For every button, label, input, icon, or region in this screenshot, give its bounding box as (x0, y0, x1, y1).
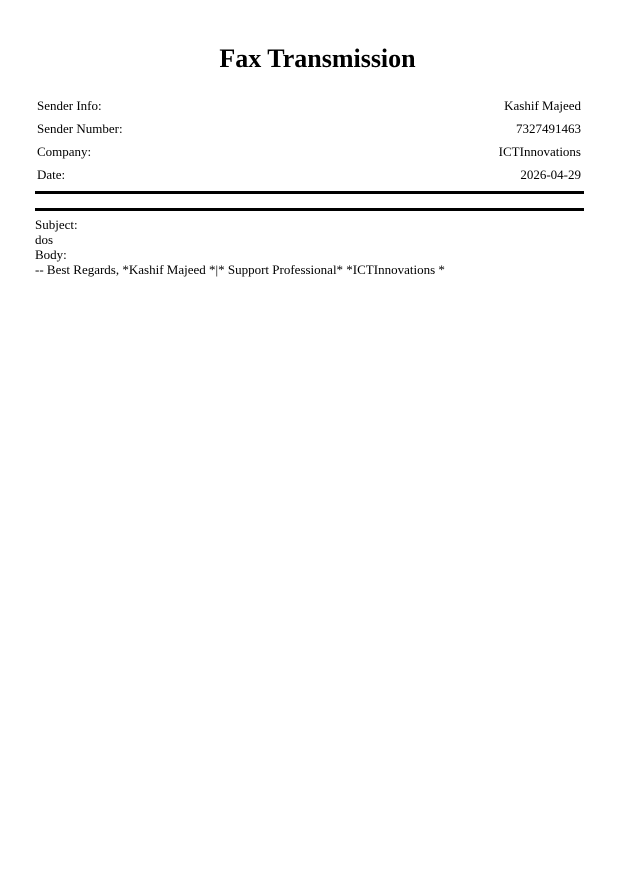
body-text: -- Best Regards, *Kashif Majeed *|* Support Professional* *ICTInnovations * (35, 262, 445, 277)
body-label: Body: (35, 247, 67, 262)
company-value: ICTInnovations (498, 144, 581, 159)
page-title: Fax Transmission (219, 44, 416, 73)
date-row (37, 163, 583, 186)
sender-number-label: Sender Number: (37, 121, 123, 136)
message-block (35, 217, 595, 277)
subject-value: dos (35, 232, 54, 247)
sender-number-value: 7327491463 (516, 121, 581, 136)
sender-info-table (37, 94, 583, 186)
sender-number-row (37, 117, 583, 140)
divider-bottom (35, 208, 584, 211)
subject-label: Subject: (35, 217, 78, 232)
sender-info-value: Kashif Majeed (504, 98, 581, 113)
date-value: 2026-04-29 (520, 167, 581, 182)
sender-info-row (37, 94, 583, 117)
company-label: Company: (37, 144, 92, 159)
divider-top (35, 191, 584, 194)
sender-info-label: Sender Info: (37, 98, 102, 113)
date-label: Date: (37, 167, 66, 182)
company-row (37, 140, 583, 163)
